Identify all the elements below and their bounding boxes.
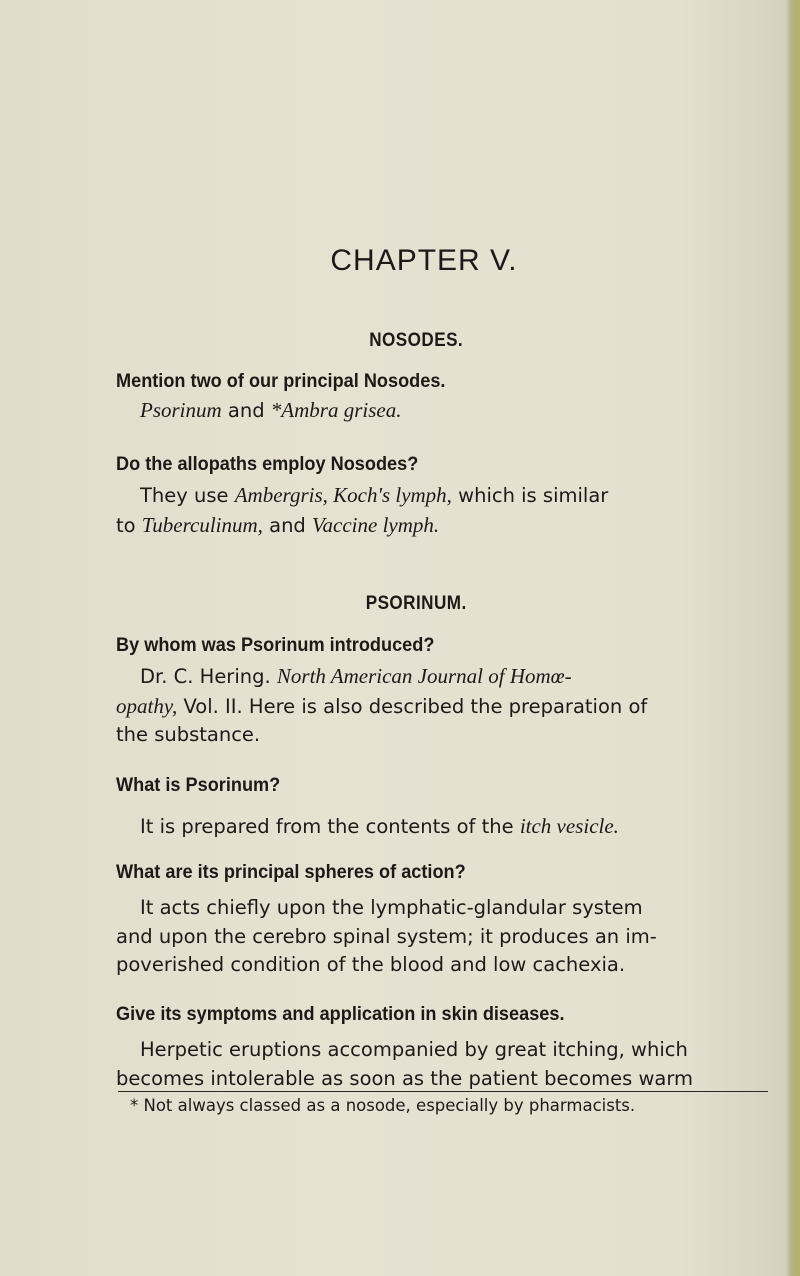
question-skin-diseases: Give its symptoms and application in skin diseases. xyxy=(116,1003,565,1025)
answer-part: Vaccine lymph. xyxy=(312,512,440,537)
answer-allopaths-nosodes xyxy=(116,481,768,540)
answer-principal-nosodes xyxy=(116,396,768,426)
page-edge-shadow xyxy=(786,0,800,1276)
answer-part: which is similar xyxy=(451,484,609,507)
answer-part: and xyxy=(221,399,271,422)
chapter-title: CHAPTER V. xyxy=(330,244,518,277)
answer-line: becomes intolerable as soon as the patient becomes warm xyxy=(116,1066,694,1090)
answer-part: to xyxy=(116,513,142,537)
answer-part: itch vesicle. xyxy=(519,814,619,838)
answer-part: North American Journal of Homœ- xyxy=(276,664,572,688)
answer-part: Tuberculinum, xyxy=(141,512,263,537)
answer-part: Psorinum xyxy=(140,398,222,422)
answer-spheres-of-action xyxy=(116,894,768,980)
answer-part: Ambergris, Koch's lymph, xyxy=(234,483,452,507)
section-heading-nosodes: NOSODES. xyxy=(369,330,464,351)
answer-part: Vol. II. Here is also described the preparation of xyxy=(177,694,648,718)
answer-part: *Ambra grisea. xyxy=(270,398,402,422)
answer-what-is-psorinum xyxy=(116,812,768,842)
footnote: * Not always classed as a nosode, especially by pharmacists. xyxy=(130,1096,636,1115)
section-heading-psorinum: PSORINUM. xyxy=(365,593,467,614)
question-spheres-of-action: What are its principal spheres of action? xyxy=(116,861,466,883)
question-what-is-psorinum: What is Psorinum? xyxy=(116,774,281,796)
answer-part: They use xyxy=(140,484,235,507)
answer-line: It acts chiefly upon the lymphatic-glandular system xyxy=(140,896,643,919)
footnote-divider xyxy=(118,1091,768,1092)
answer-part: and xyxy=(262,513,313,537)
question-psorinum-introduced: By whom was Psorinum introduced? xyxy=(116,634,435,656)
answer-part: It is prepared from the contents of the xyxy=(140,815,520,838)
answer-line: and upon the cerebro spinal system; it produces an im- xyxy=(116,924,657,948)
answer-skin-diseases xyxy=(116,1036,768,1093)
answer-psorinum-introduced xyxy=(116,662,768,750)
question-principal-nosodes: Mention two of our principal Nosodes. xyxy=(116,370,446,392)
answer-line: the substance. xyxy=(116,723,261,746)
answer-line: Herpetic eruptions accompanied by great itching, which xyxy=(140,1038,688,1061)
answer-part: Dr. C. Hering. xyxy=(140,665,277,688)
question-allopaths-nosodes: Do the allopaths employ Nosodes? xyxy=(116,453,419,475)
answer-part: opathy, xyxy=(116,693,178,718)
answer-line: poverished condition of the blood and low cachexia. xyxy=(116,953,626,976)
